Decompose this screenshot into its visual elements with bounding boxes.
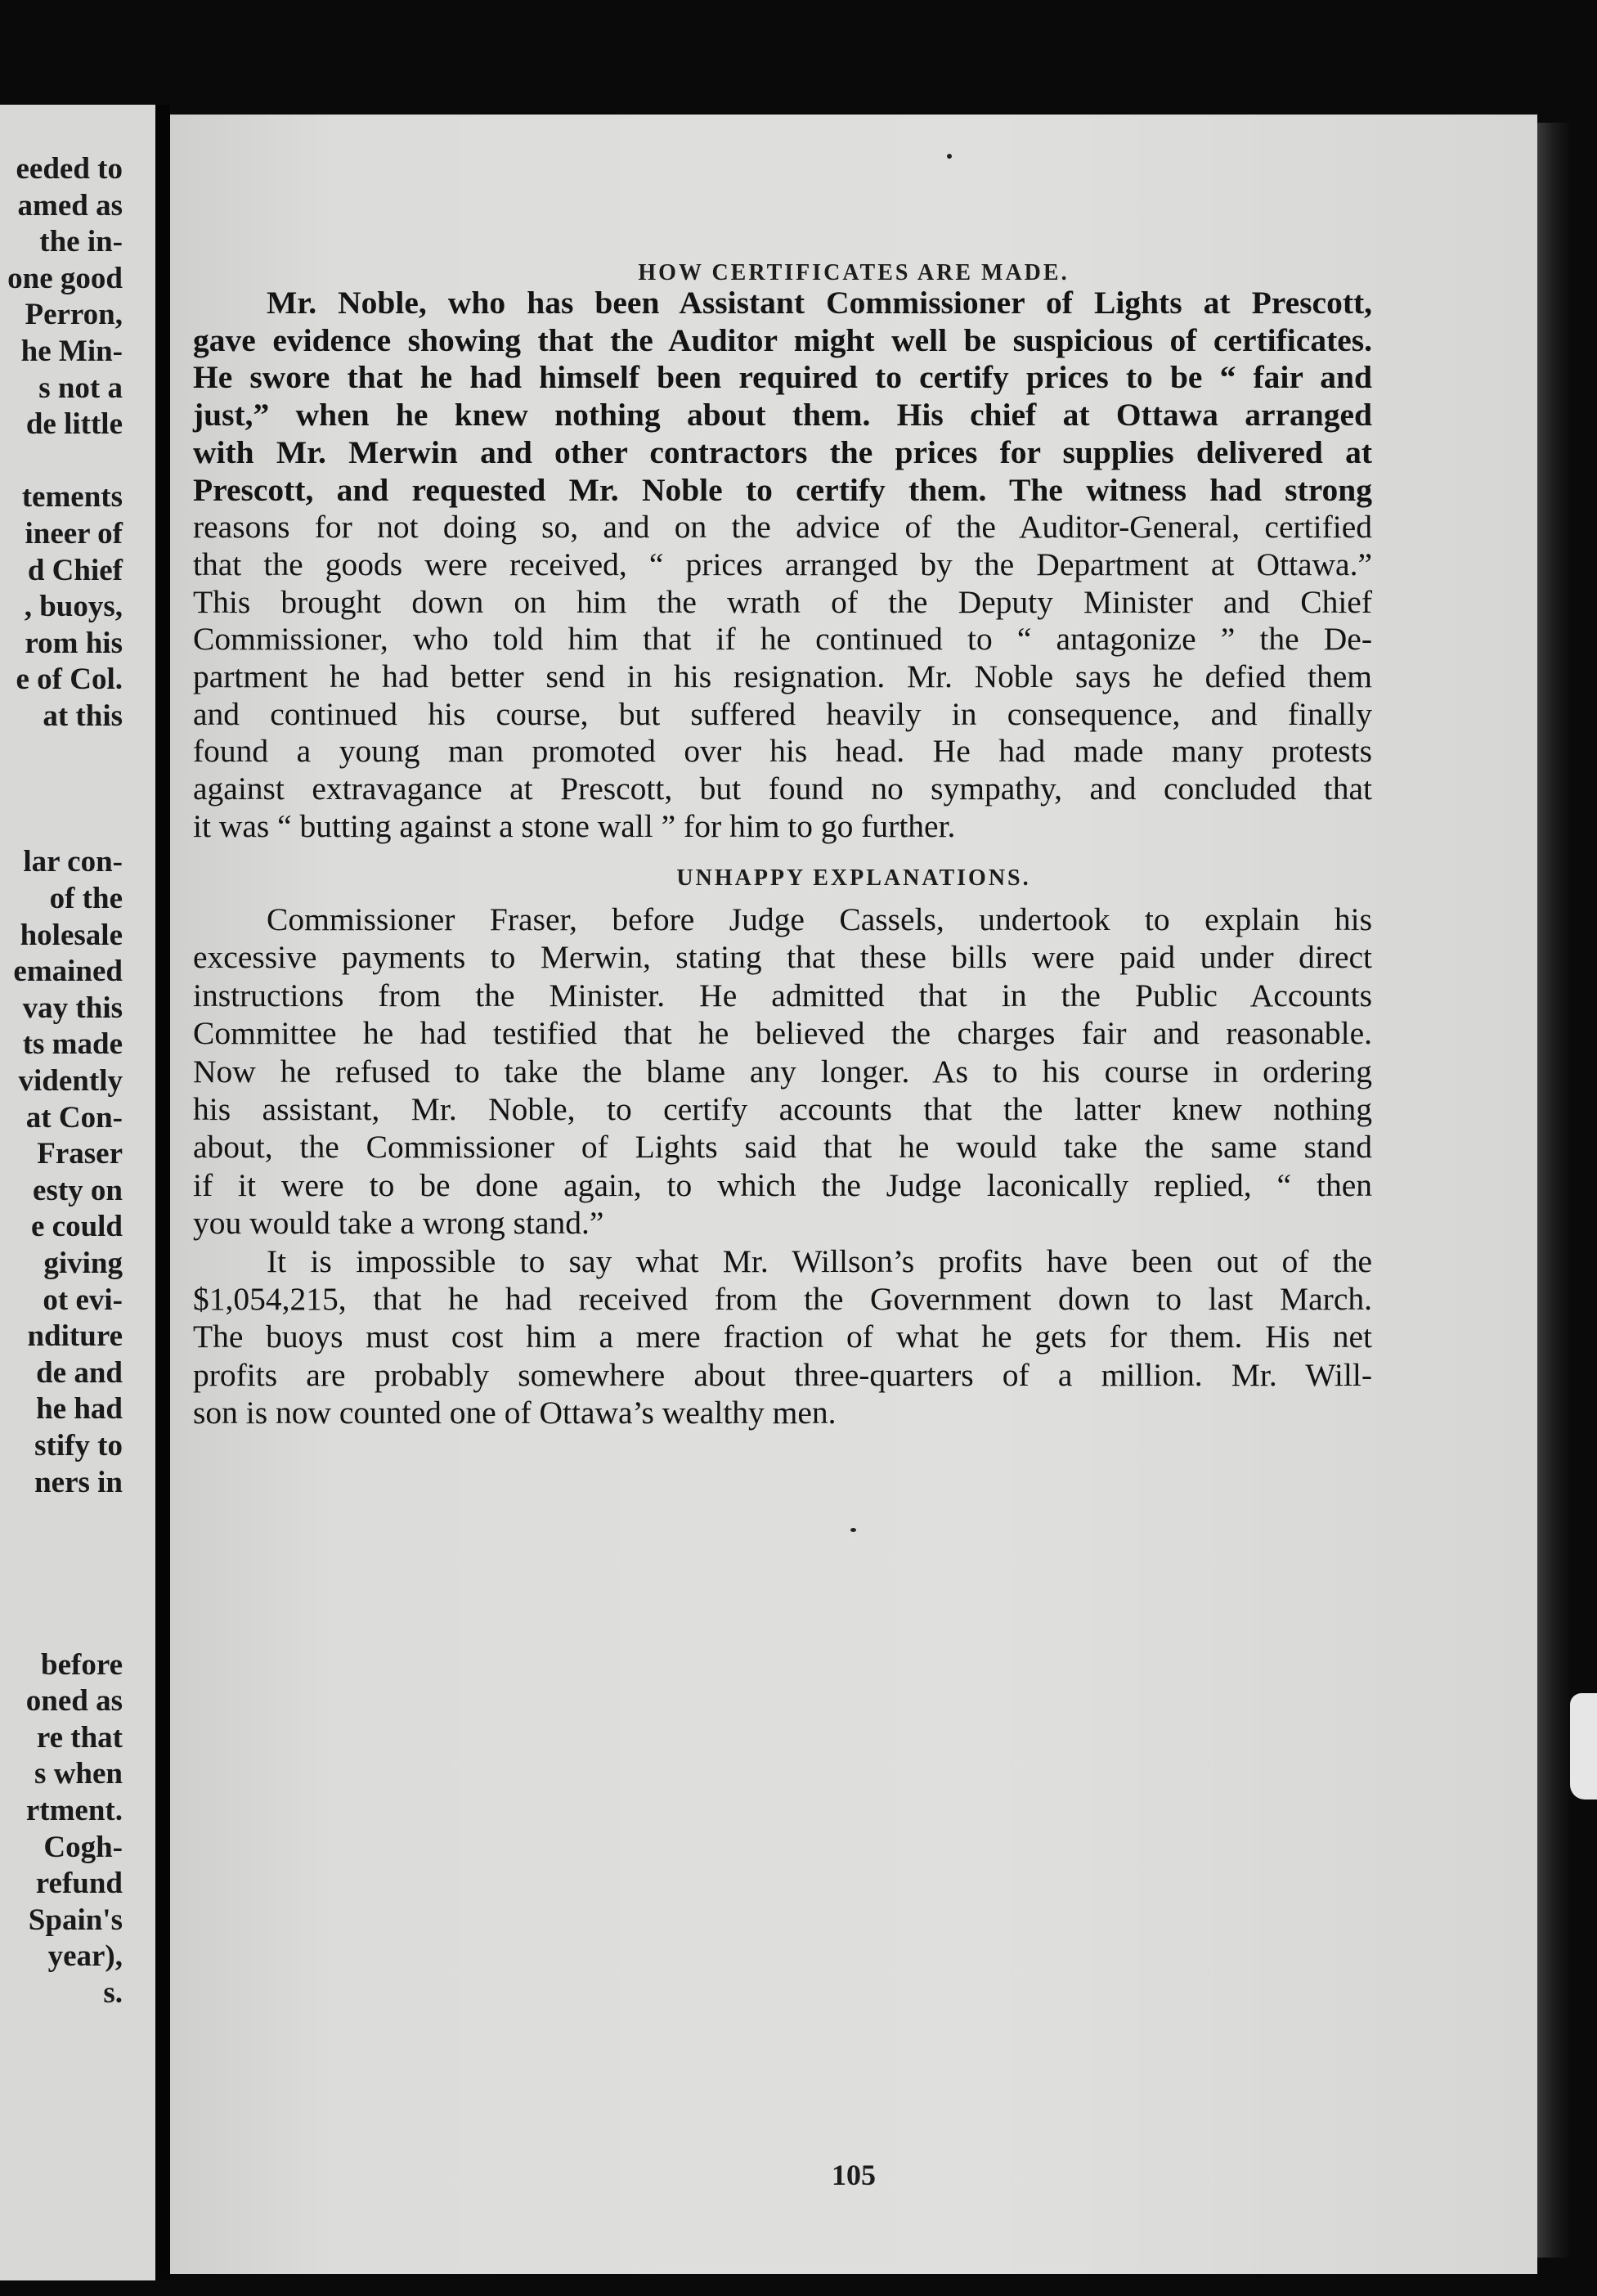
text-line: He swore that he had himself been required to certify prices to be “ fair and	[193, 359, 1372, 396]
left-page-fragment: rom his	[25, 626, 123, 660]
text-line: The buoys must cost him a mere fraction of what he gets for them. His net	[193, 1319, 1372, 1355]
left-page-fragment: tements	[21, 480, 123, 514]
page-number: 105	[832, 2159, 876, 2191]
left-page-fragment: oned as	[25, 1684, 123, 1719]
left-page-fragment: e of Col.	[16, 663, 123, 697]
ink-speck	[850, 1528, 856, 1532]
left-page-fragment: vay this	[22, 991, 123, 1025]
page-edge	[1537, 123, 1570, 2258]
text-line: and continued his course, but suffered heavily in consequence, and finally	[193, 695, 1372, 732]
left-page-fragment: of the	[49, 882, 123, 915]
text-line: partment he had better send in his resignation. Mr. Noble says he defied them	[193, 658, 1372, 694]
section-heading-explanations: UNHAPPY EXPLANATIONS.	[676, 865, 1031, 891]
left-page-fragment: d Chief	[27, 553, 123, 587]
left-page-fragment: s.	[103, 1976, 123, 2010]
left-page-fragment: nditure	[27, 1319, 123, 1354]
left-page-fragment: Fraser	[37, 1137, 123, 1171]
text-line: about, the Commissioner of Lights said that he would take the same stand	[193, 1129, 1372, 1166]
left-page-fragment: at Con-	[25, 1100, 123, 1135]
left-page-fragment: one good	[7, 261, 123, 295]
left-page-fragment: ners in	[34, 1465, 123, 1499]
text-line: you would take a wrong stand.”	[193, 1205, 604, 1242]
left-page-fragment: refund	[35, 1867, 123, 1901]
text-line: reasons for not doing so, and on the advice of the Auditor-General, certified	[193, 509, 1372, 546]
text-line: his assistant, Mr. Noble, to certify accounts that the latter knew nothing	[193, 1091, 1372, 1127]
text-line: It is impossible to say what Mr. Willson’s profits have been out of the	[267, 1242, 1372, 1279]
text-line: instructions from the Minister. He admitted that in the Public Accounts	[193, 977, 1372, 1013]
text-line: son is now counted one of Ottawa’s wealthy men.	[193, 1395, 837, 1431]
text-line: Committee he had testified that he believed the charges fair and reasonable.	[193, 1015, 1372, 1052]
left-page-fragment: esty on	[33, 1173, 123, 1207]
text-line: found a young man promoted over his head. He had made many protests	[193, 733, 1372, 770]
left-page-fragment: de and	[36, 1355, 123, 1390]
left-page-fragment: Perron,	[25, 298, 123, 332]
left-page-fragment: , buoys,	[24, 590, 123, 624]
text-line: $1,054,215, that he had received from the Government down to last March.	[193, 1281, 1372, 1317]
text-line: with Mr. Merwin and other contractors the prices for supplies delivered at	[193, 434, 1372, 470]
left-page-fragment: lar con-	[23, 845, 123, 879]
text-line: it was “ butting against a stone wall ” for him to go further.	[193, 807, 956, 844]
left-page-fragment: the in-	[39, 225, 123, 259]
left-page-fragment: Cogh-	[43, 1830, 123, 1864]
left-page-fragment: amed as	[17, 188, 123, 222]
left-page-fragment: s when	[34, 1757, 123, 1791]
left-page-fragment: e could	[30, 1210, 123, 1244]
text-line: gave evidence showing that the Auditor might well be suspicious of certificates.	[193, 321, 1372, 358]
section-heading-certificates: HOW CERTIFICATES ARE MADE.	[638, 260, 1070, 285]
left-page-fragment: rtment.	[25, 1794, 123, 1827]
left-page-fragment: ts made	[22, 1027, 123, 1062]
text-line: excessive payments to Merwin, stating that these bills were paid under direct	[193, 939, 1372, 976]
left-page-fragment: year),	[47, 1939, 123, 1974]
text-line: that the goods were received, “ prices arranged by the Department at Ottawa.”	[193, 546, 1372, 582]
left-page-fragment: s not a	[38, 371, 123, 405]
left-page-fragment: de little	[25, 407, 123, 442]
left-page-fragment: vidently	[18, 1064, 123, 1098]
left-page-fragment: giving	[43, 1247, 123, 1280]
left-page-fragment: stify to	[34, 1429, 123, 1463]
page-gutter	[155, 105, 170, 2280]
text-line: just,” when he knew nothing about them. His chief at Ottawa arranged	[193, 397, 1372, 434]
main-page	[170, 115, 1537, 2274]
left-page-fragment: eeded to	[16, 152, 123, 186]
left-page-fragment: Spain's	[28, 1903, 123, 1937]
text-line: if it were to be done again, to which the Judge laconically replied, “ then	[193, 1166, 1372, 1203]
left-page-fragment: holesale	[20, 918, 123, 952]
left-facing-page	[0, 105, 155, 2280]
text-line: against extravagance at Prescott, but found no sympathy, and concluded that	[193, 771, 1372, 807]
text-line: Commissioner Fraser, before Judge Cassels, undertook to explain his	[267, 901, 1372, 937]
text-line: profits are probably somewhere about three-quarters of a million. Mr. Will-	[193, 1356, 1372, 1393]
text-line: Mr. Noble, who has been Assistant Commissioner of Lights at Prescott,	[267, 285, 1372, 321]
left-page-fragment: emained	[13, 955, 123, 989]
left-page-fragment: before	[41, 1647, 123, 1682]
left-page-fragment: at this	[43, 699, 123, 733]
paper-fleck	[1570, 1693, 1597, 1800]
left-page-fragment: he had	[36, 1392, 123, 1427]
text-line: Prescott, and requested Mr. Noble to certify them. The witness had strong	[193, 471, 1372, 508]
text-line: Now he refused to take the blame any longer. As to his course in ordering	[193, 1053, 1372, 1090]
text-line: This brought down on him the wrath of the Deputy Minister and Chief	[193, 583, 1372, 620]
left-page-fragment: he Min-	[20, 335, 123, 368]
left-page-fragment: ot evi-	[43, 1283, 123, 1317]
text-line: Commissioner, who told him that if he continued to “ antagonize ” the De-	[193, 621, 1372, 658]
ink-speck	[947, 154, 952, 159]
left-page-fragment: re that	[36, 1720, 123, 1755]
left-page-fragment: ineer of	[25, 517, 123, 550]
